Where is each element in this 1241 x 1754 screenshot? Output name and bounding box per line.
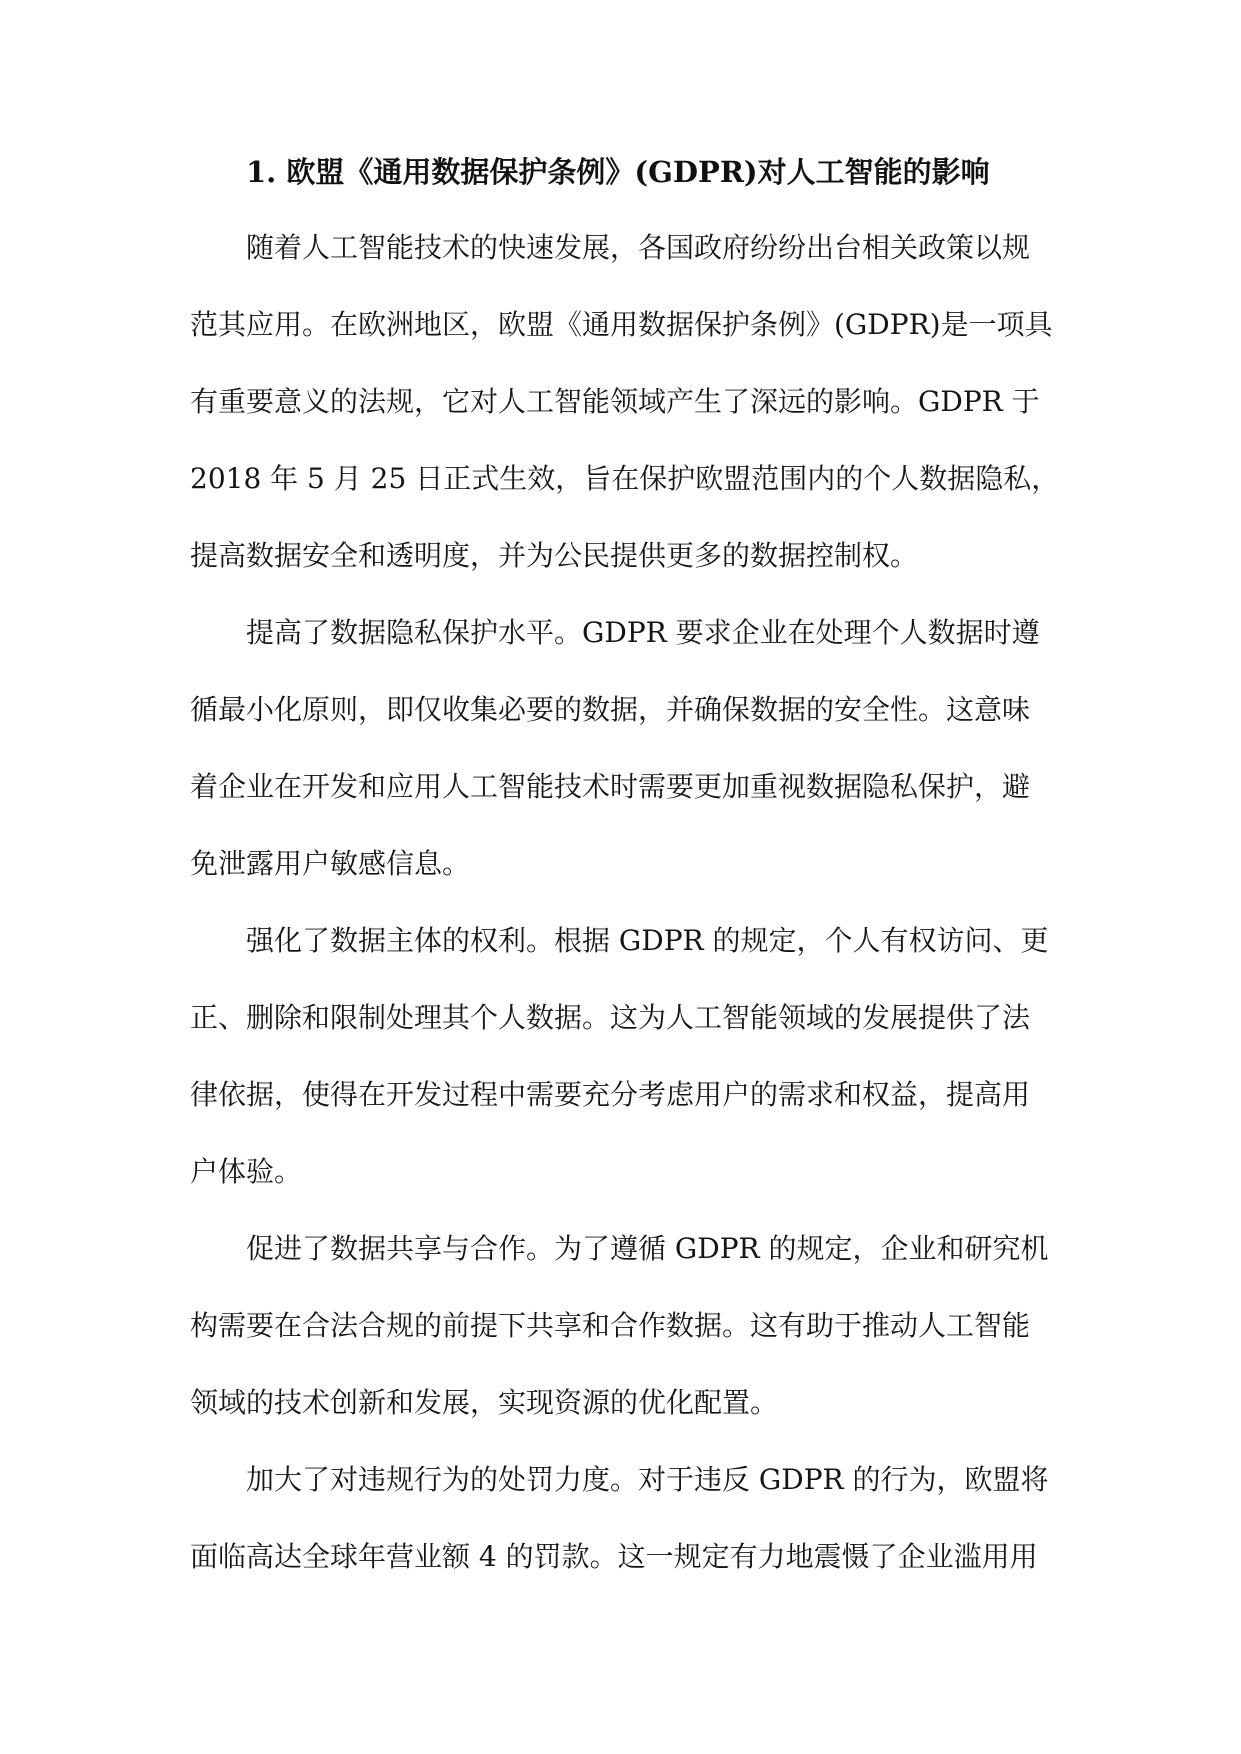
paragraph-1-line-1: 随着人工智能技术的快速发展，各国政府纷纷出台相关政策以规 — [246, 231, 1031, 264]
paragraph-5-line-1: 加大了对违规行为的处罚力度。对于违反 GDPR 的行为，欧盟将 — [246, 1463, 1049, 1496]
paragraph-3-line-3: 律依据，使得在开发过程中需要充分考虑用户的需求和权益，提高用 — [190, 1078, 1031, 1111]
paragraph-1-line-5: 提高数据安全和透明度，并为公民提供更多的数据控制权。 — [190, 539, 919, 572]
paragraph-2-line-1: 提高了数据隐私保护水平。GDPR 要求企业在处理个人数据时遵 — [246, 616, 1040, 649]
paragraph-4-line-3: 领域的技术创新和发展，实现资源的优化配置。 — [190, 1386, 779, 1419]
paragraph-1-line-2: 范其应用。在欧洲地区，欧盟《通用数据保护条例》(GDPR)是一项具 — [190, 308, 1053, 341]
paragraph-2-line-2: 循最小化原则，即仅收集必要的数据，并确保数据的安全性。这意味 — [190, 693, 1031, 726]
paragraph-1-line-4: 2018 年 5 月 25 日正式生效，旨在保护欧盟范围内的个人数据隐私， — [190, 462, 1060, 495]
paragraph-3-line-1: 强化了数据主体的权利。根据 GDPR 的规定，个人有权访问、更 — [246, 924, 1049, 957]
paragraph-2-line-3: 着企业在开发和应用人工智能技术时需要更加重视数据隐私保护，避 — [190, 770, 1031, 803]
section-heading: 1. 欧盟《通用数据保护条例》(GDPR)对人工智能的影响 — [246, 155, 990, 189]
paragraph-3-line-2: 正、删除和限制处理其个人数据。这为人工智能领域的发展提供了法 — [190, 1001, 1031, 1034]
paragraph-3-line-4: 户体验。 — [190, 1155, 303, 1188]
paragraph-2-line-4: 免泄露用户敏感信息。 — [190, 847, 471, 880]
paragraph-4-line-2: 构需要在合法合规的前提下共享和合作数据。这有助于推动人工智能 — [190, 1309, 1031, 1342]
paragraph-1-line-3: 有重要意义的法规，它对人工智能领域产生了深远的影响。GDPR 于 — [190, 385, 1040, 418]
paragraph-4-line-1: 促进了数据共享与合作。为了遵循 GDPR 的规定，企业和研究机 — [246, 1232, 1049, 1265]
paragraph-5-line-2: 面临高达全球年营业额 4 的罚款。这一规定有力地震慑了企业滥用用 — [190, 1540, 1038, 1573]
